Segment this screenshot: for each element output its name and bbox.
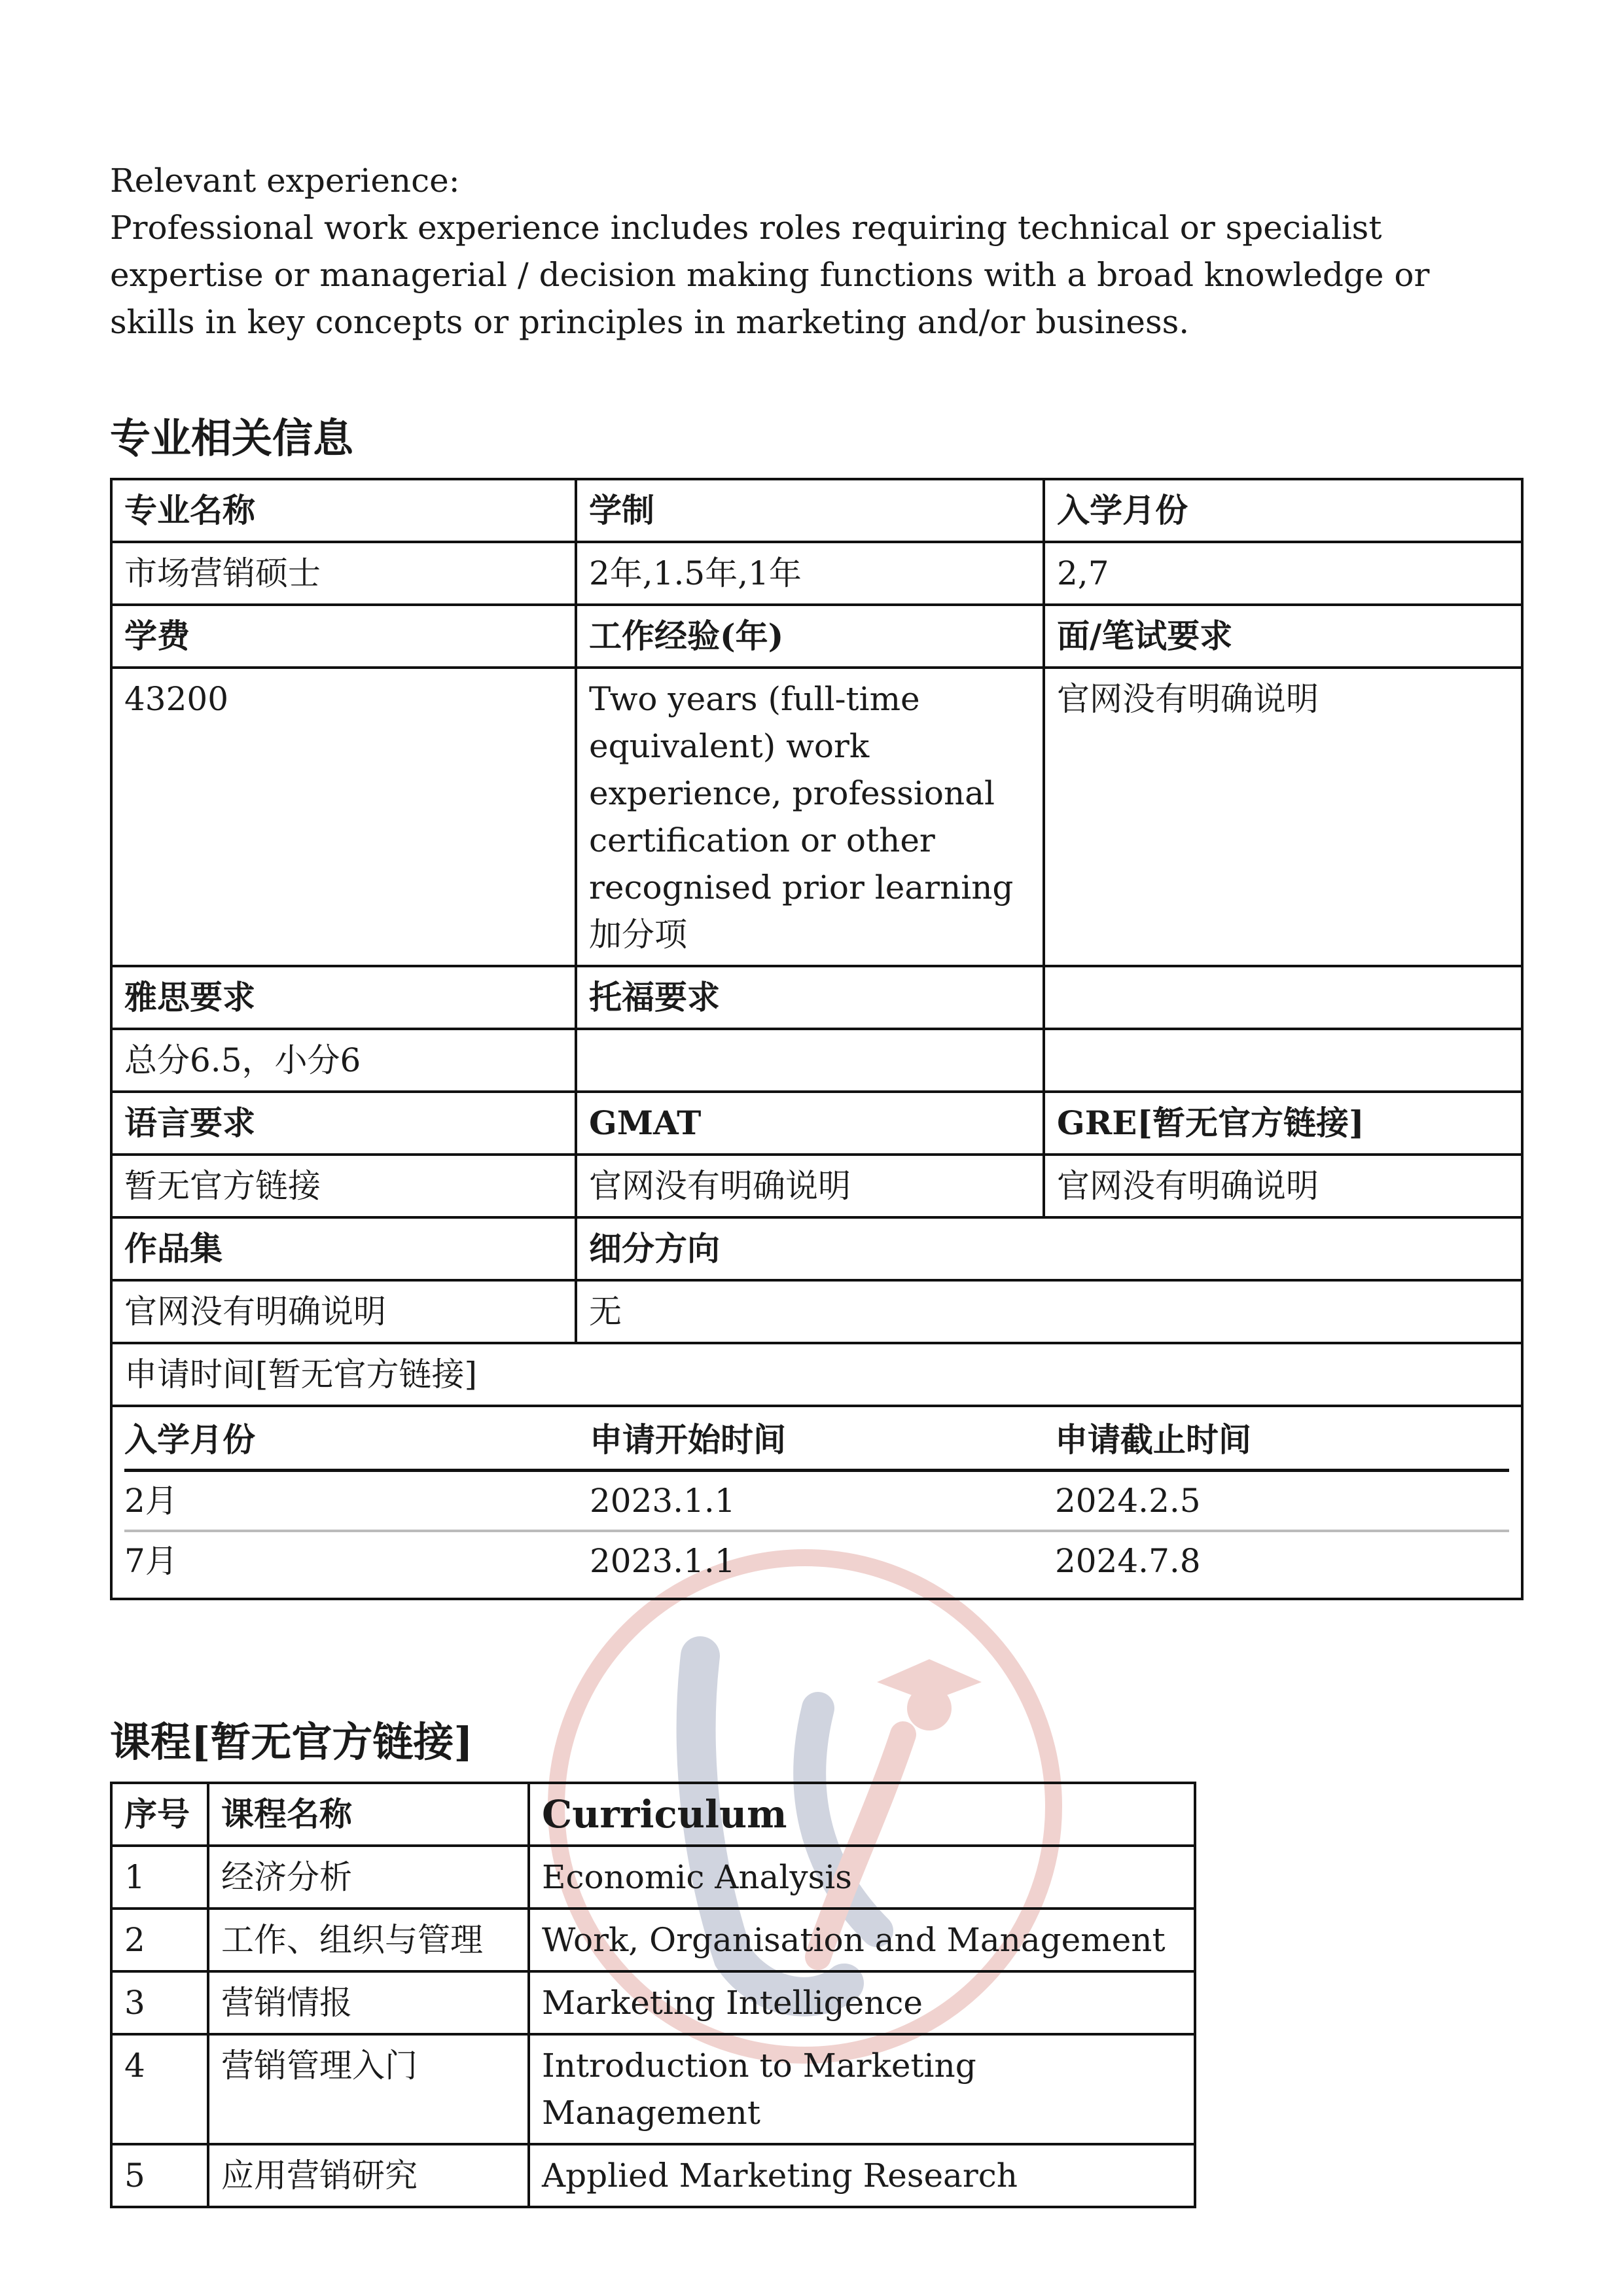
- course-index: 4: [111, 2034, 208, 2144]
- table-row: [111, 1909, 1195, 1971]
- table-row: [111, 1971, 1195, 2034]
- label-tuition: 学费: [111, 605, 576, 668]
- course-index: 2: [111, 1909, 208, 1971]
- header-course-name: 课程名称: [208, 1783, 529, 1846]
- table-row: [111, 1406, 1522, 1599]
- label-empty: [1044, 966, 1522, 1029]
- course-index: 1: [111, 1846, 208, 1909]
- intro-block: [110, 157, 1524, 346]
- value-gre: 官网没有明确说明: [1044, 1155, 1522, 1217]
- label-ielts: 雅思要求: [111, 966, 576, 1029]
- table-row: [111, 2144, 1195, 2207]
- header-start: 申请开始时间: [590, 1407, 1055, 1471]
- application-schedule-cell: [111, 1406, 1522, 1599]
- table-row: [111, 1092, 1522, 1155]
- section-title-curriculum: 课程[暂无官方链接]: [110, 1718, 473, 1766]
- label-interview: 面/笔试要求: [1044, 605, 1522, 668]
- program-info-table: [110, 478, 1524, 1600]
- value-duration: 2年,1.5年,1年: [576, 542, 1044, 605]
- course-name-cn: 经济分析: [208, 1846, 529, 1909]
- label-specialization: 细分方向: [576, 1217, 1522, 1280]
- header-intake: 入学月份: [124, 1407, 590, 1471]
- course-name-cn: 营销管理入门: [208, 2034, 529, 2144]
- table-row: [124, 1407, 1509, 1471]
- value-intake-month: 2,7: [1044, 542, 1522, 605]
- course-name-en: Marketing Intelligence: [529, 1971, 1195, 2034]
- value-work-experience: Two years (full-time equivalent) work experience, professional certification or other recognised prior learning加分项: [576, 668, 1044, 966]
- table-row: [111, 2034, 1195, 2144]
- value-empty: [1044, 1029, 1522, 1092]
- table-row: [111, 1029, 1522, 1092]
- table-row: [124, 1471, 1509, 1532]
- table-row: [111, 1155, 1522, 1217]
- curriculum-table: [110, 1782, 1196, 2208]
- label-work-experience: 工作经验(年): [576, 605, 1044, 668]
- table-row: [124, 1531, 1509, 1590]
- table-row: [111, 1783, 1195, 1846]
- course-index: 3: [111, 1971, 208, 2034]
- course-name-en: Economic Analysis: [529, 1846, 1195, 1909]
- value-tuition: 43200: [111, 668, 576, 966]
- label-toefl: 托福要求: [576, 966, 1044, 1029]
- table-row: [111, 1217, 1522, 1280]
- header-index: 序号: [111, 1783, 208, 1846]
- course-name-en: Applied Marketing Research: [529, 2144, 1195, 2207]
- start-cell: 2023.1.1: [589, 1542, 736, 1580]
- table-row: [111, 1343, 1522, 1406]
- course-name-cn: 应用营销研究: [208, 2144, 529, 2207]
- table-row: [111, 1280, 1522, 1343]
- course-name-cn: 营销情报: [208, 1971, 529, 2034]
- deadline-cell: 2024.2.5: [1055, 1471, 1509, 1532]
- label-duration: 学制: [576, 479, 1044, 542]
- value-ielts: 总分6.5，小分6: [111, 1029, 576, 1092]
- application-time-title: 申请时间[暂无官方链接]: [111, 1343, 1522, 1406]
- label-gre: GRE[暂无官方链接]: [1044, 1092, 1522, 1155]
- value-gmat: 官网没有明确说明: [576, 1155, 1044, 1217]
- intake-cell: 7月: [124, 1542, 178, 1580]
- label-portfolio: 作品集: [111, 1217, 576, 1280]
- label-gmat: GMAT: [576, 1092, 1044, 1155]
- value-toefl: [576, 1029, 1044, 1092]
- start-cell: 2023.1.1: [590, 1471, 1055, 1532]
- table-row: [111, 605, 1522, 668]
- header-deadline: 申请截止时间: [1055, 1407, 1509, 1471]
- header-curriculum: Curriculum: [529, 1783, 1195, 1846]
- table-row: [111, 1846, 1195, 1909]
- table-row: [111, 966, 1522, 1029]
- intro-body: Professional work experience includes roles requiring technical or specialist expertise or managerial / decision making functions with a broad knowledge or skills in key concepts or principles in marketing and/or business.: [110, 209, 1430, 341]
- course-name-cn: 工作、组织与管理: [208, 1909, 529, 1971]
- value-portfolio: 官网没有明确说明: [111, 1280, 576, 1343]
- label-intake-month: 入学月份: [1044, 479, 1522, 542]
- table-row: [111, 479, 1522, 542]
- value-program-name: 市场营销硕士: [111, 542, 576, 605]
- value-language: 暂无官方链接: [111, 1155, 576, 1217]
- deadline-cell: 2024.7.8: [1054, 1542, 1201, 1580]
- intake-cell: 2月: [124, 1471, 590, 1532]
- section-title-program-info: 专业相关信息: [110, 414, 354, 462]
- label-language: 语言要求: [111, 1092, 576, 1155]
- course-name-en: Work, Organisation and Management: [529, 1909, 1195, 1971]
- intro-heading: Relevant experience:: [110, 162, 460, 200]
- application-schedule-table: [124, 1407, 1509, 1590]
- value-specialization: 无: [576, 1280, 1522, 1343]
- table-row: [111, 668, 1522, 966]
- course-name-en: Introduction to Marketing Management: [529, 2034, 1195, 2144]
- label-program-name: 专业名称: [111, 479, 576, 542]
- course-index: 5: [111, 2144, 208, 2207]
- value-interview: 官网没有明确说明: [1044, 668, 1522, 966]
- table-row: [111, 542, 1522, 605]
